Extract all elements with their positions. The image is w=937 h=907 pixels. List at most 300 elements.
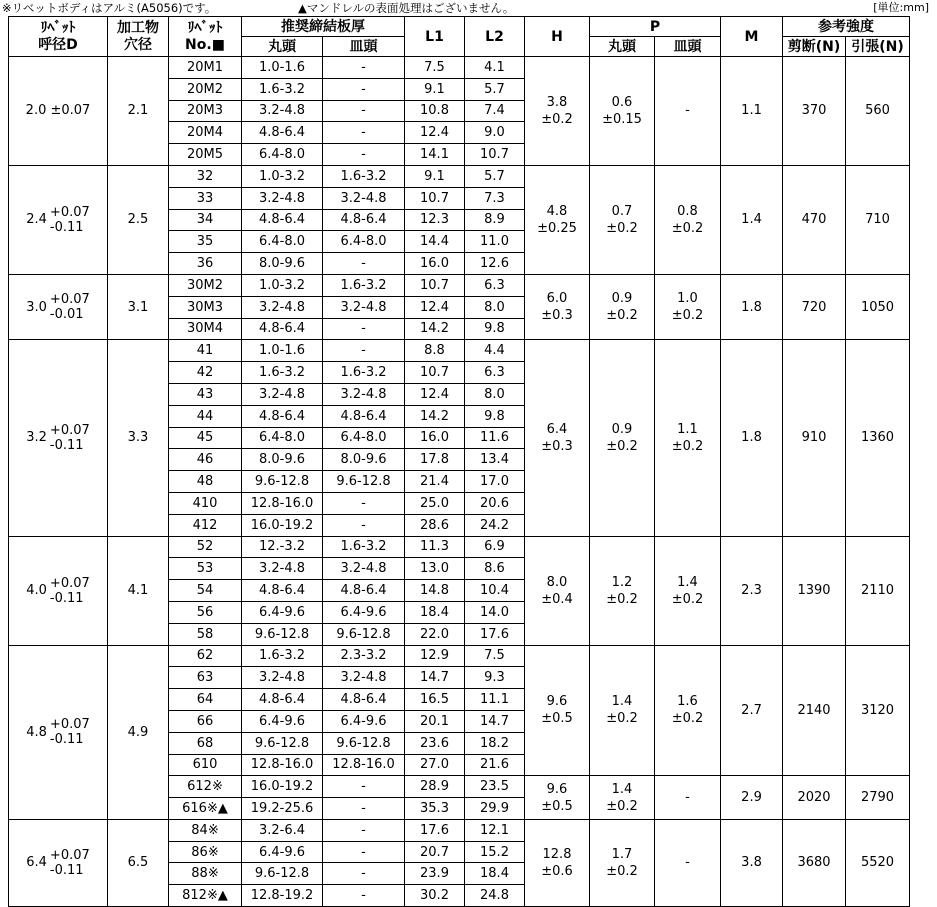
l1-cell: 10.8 [405, 100, 465, 122]
table-row [9, 274, 910, 296]
l2-cell: 9.8 [465, 318, 525, 340]
h-cell-tolerance: ±0.6 [541, 863, 573, 879]
p-flat-cell [655, 165, 721, 274]
m-cell: 1.8 [721, 274, 783, 339]
p-flat-cell [655, 274, 721, 339]
l1-cell: 9.1 [405, 78, 465, 100]
grip-flat-cell: 6.4-8.0 [323, 231, 405, 253]
rivet-number-cell: 30M3 [169, 296, 242, 318]
l1-cell: 8.8 [405, 340, 465, 362]
rivet-diameter-tol-minus: -0.11 [49, 219, 84, 235]
l1-cell: 14.7 [405, 667, 465, 689]
rivet-number-cell: 20M4 [169, 122, 242, 144]
h-cell-tolerance: ±0.3 [541, 308, 573, 324]
rivet-number-cell: 54 [169, 580, 242, 602]
p-round-cell [590, 274, 655, 339]
header-p-round: 丸頭 [590, 37, 655, 57]
h-cell-value: 6.0 [546, 291, 568, 307]
l2-cell: 10.7 [465, 144, 525, 166]
l1-cell: 12.3 [405, 209, 465, 231]
rivet-number-cell: 68 [169, 732, 242, 754]
rivet-number-cell: 410 [169, 492, 242, 514]
l1-cell: 28.9 [405, 776, 465, 798]
grip-round-cell: 3.2-4.8 [242, 558, 323, 580]
l1-cell: 30.2 [405, 885, 465, 907]
grip-flat-cell: - [323, 78, 405, 100]
p-round-cell-tolerance: ±0.2 [606, 863, 638, 879]
grip-round-cell: 9.6-12.8 [242, 863, 323, 885]
grip-flat-cell: 1.6-3.2 [323, 274, 405, 296]
grip-round-cell: 4.8-6.4 [242, 580, 323, 602]
m-cell: 1.1 [721, 57, 783, 166]
grip-round-cell: 12.8-19.2 [242, 885, 323, 907]
l2-cell: 23.5 [465, 776, 525, 798]
grip-round-cell: 3.2-4.8 [242, 296, 323, 318]
p-round-cell-tolerance: ±0.2 [606, 711, 638, 727]
l1-cell: 10.7 [405, 362, 465, 384]
rivet-number-cell: 20M5 [169, 144, 242, 166]
p-round-cell-value: 1.4 [611, 781, 633, 797]
grip-flat-cell: 6.4-8.0 [323, 427, 405, 449]
note-body-material: ※リベットボディはアルミ(A5056)です。 [2, 1, 217, 15]
rivet-number-cell: 44 [169, 405, 242, 427]
grip-round-cell: 4.8-6.4 [242, 689, 323, 711]
l1-cell: 14.1 [405, 144, 465, 166]
header-shear: 剪断(N) [783, 37, 846, 57]
l1-cell: 23.9 [405, 863, 465, 885]
p-flat-cell [655, 340, 721, 536]
shear-strength-cell: 720 [783, 274, 846, 339]
l2-cell: 9.0 [465, 122, 525, 144]
rivet-number-cell: 53 [169, 558, 242, 580]
rivet-number-cell: 30M4 [169, 318, 242, 340]
grip-round-cell: 6.4-9.6 [242, 841, 323, 863]
rivet-diameter-cell [9, 536, 108, 645]
grip-flat-cell: 2.3-3.2 [323, 645, 405, 667]
grip-flat-cell: 9.6-12.8 [323, 471, 405, 493]
p-flat-cell-tolerance: ±0.2 [671, 711, 704, 727]
l1-cell: 14.2 [405, 318, 465, 340]
shear-strength-cell: 3680 [783, 819, 846, 906]
rivet-number-cell: 34 [169, 209, 242, 231]
l1-cell: 10.7 [405, 274, 465, 296]
rivet-number-cell: 412 [169, 514, 242, 536]
hole-diameter-cell: 3.1 [108, 274, 169, 339]
tensile-strength-cell: 2790 [846, 776, 910, 820]
rivet-diameter-cell [9, 819, 108, 906]
rivet-number-cell: 86※ [169, 841, 242, 863]
grip-round-cell: 1.0-3.2 [242, 274, 323, 296]
grip-flat-cell: - [323, 57, 405, 79]
p-flat-cell-tolerance: ±0.2 [671, 438, 704, 454]
unit-label: [単位:mm] [873, 1, 929, 14]
l1-cell: 12.9 [405, 645, 465, 667]
l2-cell: 6.9 [465, 536, 525, 558]
p-flat-cell-value: - [685, 103, 690, 119]
rivet-number-cell: 20M3 [169, 100, 242, 122]
p-round-cell-tolerance: ±0.2 [606, 798, 638, 814]
grip-round-cell: 1.6-3.2 [242, 645, 323, 667]
p-flat-cell [655, 645, 721, 776]
l2-cell: 11.0 [465, 231, 525, 253]
p-flat-cell-value: - [685, 790, 690, 806]
grip-round-cell: 9.6-12.8 [242, 471, 323, 493]
grip-round-cell: 4.8-6.4 [242, 318, 323, 340]
p-round-cell-value: 1.4 [611, 694, 633, 710]
p-flat-cell-value: 1.6 [677, 694, 698, 710]
p-round-cell [590, 340, 655, 536]
hole-diameter-cell: 6.5 [108, 819, 169, 906]
h-cell-tolerance: ±0.5 [541, 711, 573, 727]
table-body [9, 57, 910, 907]
grip-round-cell: 19.2-25.6 [242, 798, 323, 820]
grip-flat-cell: - [323, 863, 405, 885]
grip-round-cell: 6.4-8.0 [242, 144, 323, 166]
shear-strength-cell: 1390 [783, 536, 846, 645]
shear-strength-cell: 2020 [783, 776, 846, 820]
l2-cell: 21.6 [465, 754, 525, 776]
tensile-strength-cell: 2110 [846, 536, 910, 645]
l2-cell: 7.4 [465, 100, 525, 122]
rivet-number-cell: 616※▲ [169, 798, 242, 820]
table-row [9, 819, 910, 841]
h-cell-value: 9.6 [546, 694, 568, 710]
grip-flat-cell: - [323, 798, 405, 820]
l1-cell: 14.4 [405, 231, 465, 253]
header-p: P [590, 17, 721, 37]
l2-cell: 5.7 [465, 165, 525, 187]
l2-cell: 20.6 [465, 492, 525, 514]
h-cell-value: 6.4 [546, 421, 568, 437]
grip-round-cell: 1.0-1.6 [242, 340, 323, 362]
l2-cell: 14.7 [465, 710, 525, 732]
grip-flat-cell: 9.6-12.8 [323, 623, 405, 645]
rivet-number-cell: 42 [169, 362, 242, 384]
rivet-number-cell: 48 [169, 471, 242, 493]
h-cell-value: 8.0 [546, 574, 568, 590]
p-flat-cell-value: 1.1 [677, 421, 698, 437]
grip-round-cell: 6.4-9.6 [242, 601, 323, 623]
rivet-number-cell: 84※ [169, 819, 242, 841]
grip-flat-cell: 9.6-12.8 [323, 732, 405, 754]
grip-round-cell: 4.8-6.4 [242, 122, 323, 144]
l1-cell: 23.6 [405, 732, 465, 754]
p-flat-cell-value: 0.8 [677, 203, 698, 219]
rivet-spec-table [8, 16, 910, 907]
header-h: H [525, 17, 590, 57]
p-round-cell-value: 0.6 [611, 94, 633, 110]
header-reference-strength: 参考強度 [783, 17, 910, 37]
p-flat-cell-value: - [685, 855, 690, 871]
rivet-number-cell: 35 [169, 231, 242, 253]
l2-cell: 17.6 [465, 623, 525, 645]
h-cell [525, 57, 590, 166]
grip-flat-cell: 12.8-16.0 [323, 754, 405, 776]
p-round-cell [590, 645, 655, 776]
rivet-number-cell: 88※ [169, 863, 242, 885]
rivet-number-cell: 64 [169, 689, 242, 711]
h-cell-tolerance: ±0.2 [541, 111, 573, 127]
p-round-cell-tolerance: ±0.15 [602, 111, 642, 127]
h-cell-value: 12.8 [542, 846, 572, 862]
p-round-cell-value: 1.2 [611, 574, 633, 590]
table-row [9, 536, 910, 558]
grip-round-cell: 4.8-6.4 [242, 209, 323, 231]
l2-cell: 12.1 [465, 819, 525, 841]
p-round-cell-tolerance: ±0.2 [606, 220, 638, 236]
h-cell [525, 536, 590, 645]
rivet-number-cell: 45 [169, 427, 242, 449]
hole-diameter-cell: 2.1 [108, 57, 169, 166]
hole-diameter-cell: 4.9 [108, 645, 169, 819]
p-round-cell [590, 165, 655, 274]
grip-flat-cell: - [323, 492, 405, 514]
l2-cell: 15.2 [465, 841, 525, 863]
l2-cell: 29.9 [465, 798, 525, 820]
grip-round-cell: 6.4-8.0 [242, 427, 323, 449]
rivet-number-cell: 43 [169, 383, 242, 405]
p-round-cell-value: 0.9 [611, 421, 633, 437]
grip-flat-cell: 4.8-6.4 [323, 689, 405, 711]
grip-flat-cell: - [323, 841, 405, 863]
m-cell: 2.7 [721, 645, 783, 776]
grip-flat-cell: 3.2-4.8 [323, 383, 405, 405]
p-round-cell-tolerance: ±0.2 [606, 438, 638, 454]
l2-cell: 24.8 [465, 885, 525, 907]
grip-flat-cell: - [323, 144, 405, 166]
hole-diameter-cell: 4.1 [108, 536, 169, 645]
grip-round-cell: 9.6-12.8 [242, 732, 323, 754]
table-header [9, 17, 910, 57]
l1-cell: 10.7 [405, 187, 465, 209]
p-round-cell-value: 0.7 [611, 203, 633, 219]
l1-cell: 16.0 [405, 427, 465, 449]
l1-cell: 20.7 [405, 841, 465, 863]
l1-cell: 20.1 [405, 710, 465, 732]
rivet-diameter-value: 6.4 [26, 855, 47, 871]
tensile-strength-cell: 1050 [846, 274, 910, 339]
grip-round-cell: 6.4-8.0 [242, 231, 323, 253]
grip-flat-cell: 3.2-4.8 [323, 558, 405, 580]
grip-flat-cell: - [323, 100, 405, 122]
l2-cell: 18.2 [465, 732, 525, 754]
rivet-number-cell: 610 [169, 754, 242, 776]
l2-cell: 4.4 [465, 340, 525, 362]
l1-cell: 16.5 [405, 689, 465, 711]
l1-cell: 11.3 [405, 536, 465, 558]
l1-cell: 14.2 [405, 405, 465, 427]
grip-flat-cell: - [323, 340, 405, 362]
l2-cell: 9.3 [465, 667, 525, 689]
l2-cell: 9.8 [465, 405, 525, 427]
l1-cell: 12.4 [405, 296, 465, 318]
tensile-strength-cell: 1360 [846, 340, 910, 536]
l1-cell: 9.1 [405, 165, 465, 187]
grip-flat-cell: 4.8-6.4 [323, 405, 405, 427]
p-round-cell [590, 57, 655, 166]
rivet-diameter-tol-plus: +0.07 [49, 717, 90, 733]
grip-flat-cell: 1.6-3.2 [323, 536, 405, 558]
note-mandrel-finish: ▲マンドレルの表面処理はございません。 [298, 1, 515, 15]
grip-flat-cell: - [323, 819, 405, 841]
l2-cell: 18.4 [465, 863, 525, 885]
table-row [9, 340, 910, 362]
table-row [9, 57, 910, 79]
rivet-diameter-tol-plus: +0.07 [49, 292, 90, 308]
h-cell-tolerance: ±0.25 [537, 220, 577, 236]
rivet-diameter-tol-plus: +0.07 [49, 422, 90, 438]
header-p-flat: 皿頭 [655, 37, 721, 57]
grip-flat-cell: 6.4-9.6 [323, 601, 405, 623]
rivet-diameter-tol-plus: +0.07 [49, 204, 90, 220]
grip-flat-cell: - [323, 514, 405, 536]
p-flat-cell-tolerance: ±0.2 [671, 591, 704, 607]
l1-cell: 17.8 [405, 449, 465, 471]
rivet-number-cell: 46 [169, 449, 242, 471]
h-cell [525, 165, 590, 274]
grip-round-cell: 6.4-9.6 [242, 710, 323, 732]
rivet-number-cell: 30M2 [169, 274, 242, 296]
grip-round-cell: 12.8-16.0 [242, 754, 323, 776]
l1-cell: 28.6 [405, 514, 465, 536]
l1-cell: 16.0 [405, 253, 465, 275]
l2-cell: 8.9 [465, 209, 525, 231]
header-l1: L1 [405, 17, 465, 57]
m-cell: 2.9 [721, 776, 783, 820]
rivet-diameter-value: 4.0 [26, 583, 47, 599]
h-cell [525, 645, 590, 776]
grip-round-cell: 1.0-1.6 [242, 57, 323, 79]
grip-round-cell: 1.6-3.2 [242, 362, 323, 384]
grip-flat-cell: 3.2-4.8 [323, 296, 405, 318]
l2-cell: 12.6 [465, 253, 525, 275]
l1-cell: 21.4 [405, 471, 465, 493]
rivet-number-cell: 52 [169, 536, 242, 558]
grip-flat-cell: 1.6-3.2 [323, 362, 405, 384]
rivet-number-cell: 62 [169, 645, 242, 667]
h-cell [525, 340, 590, 536]
rivet-diameter-cell [9, 645, 108, 819]
m-cell: 2.3 [721, 536, 783, 645]
m-cell: 3.8 [721, 819, 783, 906]
l1-cell: 13.0 [405, 558, 465, 580]
grip-round-cell: 1.6-3.2 [242, 78, 323, 100]
rivet-number-cell: 812※▲ [169, 885, 242, 907]
grip-flat-cell: 3.2-4.8 [323, 187, 405, 209]
shear-strength-cell: 910 [783, 340, 846, 536]
h-cell-value: 9.6 [546, 781, 568, 797]
h-cell [525, 274, 590, 339]
l2-cell: 14.0 [465, 601, 525, 623]
shear-strength-cell: 370 [783, 57, 846, 166]
shear-strength-cell: 2140 [783, 645, 846, 776]
rivet-diameter-tol-minus: -0.01 [49, 307, 84, 323]
tensile-strength-cell: 5520 [846, 819, 910, 906]
l1-cell: 12.4 [405, 122, 465, 144]
h-cell-tolerance: ±0.5 [541, 798, 573, 814]
header-l2: L2 [465, 17, 525, 57]
header-rivet-number: ﾘﾍﾞｯﾄ No.■ [169, 17, 242, 57]
l2-cell: 8.0 [465, 383, 525, 405]
rivet-number-cell: 58 [169, 623, 242, 645]
h-cell-tolerance: ±0.4 [541, 591, 573, 607]
grip-round-cell: 8.0-9.6 [242, 449, 323, 471]
l2-cell: 24.2 [465, 514, 525, 536]
rivet-diameter-tol-minus: -0.11 [49, 862, 84, 878]
table-row [9, 645, 910, 667]
p-round-cell [590, 536, 655, 645]
grip-flat-cell: 8.0-9.6 [323, 449, 405, 471]
header-rivet-diameter: ﾘﾍﾞｯﾄ 呼径D [9, 17, 108, 57]
grip-round-cell: 16.0-19.2 [242, 514, 323, 536]
tensile-strength-cell: 710 [846, 165, 910, 274]
grip-flat-cell: - [323, 885, 405, 907]
l1-cell: 25.0 [405, 492, 465, 514]
rivet-diameter-value: 4.8 [26, 724, 47, 740]
l1-cell: 17.6 [405, 819, 465, 841]
grip-round-cell: 3.2-4.8 [242, 187, 323, 209]
l2-cell: 7.3 [465, 187, 525, 209]
p-round-cell-tolerance: ±0.2 [606, 591, 638, 607]
p-flat-cell-tolerance: ±0.2 [671, 220, 704, 236]
grip-round-cell: 3.2-6.4 [242, 819, 323, 841]
rivet-diameter-value: 2.0 ±0.07 [25, 103, 91, 119]
grip-round-cell: 1.0-3.2 [242, 165, 323, 187]
h-cell-value: 3.8 [546, 94, 568, 110]
rivet-diameter-cell [9, 340, 108, 536]
rivet-diameter-tol-minus: -0.11 [49, 437, 84, 453]
h-cell [525, 776, 590, 820]
rivet-number-cell: 33 [169, 187, 242, 209]
header-hole-diameter: 加工物 穴径 [108, 17, 169, 57]
rivet-number-cell: 63 [169, 667, 242, 689]
rivet-number-cell: 56 [169, 601, 242, 623]
l2-cell: 7.5 [465, 645, 525, 667]
rivet-diameter-cell [9, 274, 108, 339]
rivet-number-cell: 20M2 [169, 78, 242, 100]
notes-bar [0, 0, 937, 16]
l1-cell: 18.4 [405, 601, 465, 623]
grip-flat-cell: 1.6-3.2 [323, 165, 405, 187]
shear-strength-cell: 470 [783, 165, 846, 274]
rivet-number-cell: 36 [169, 253, 242, 275]
p-round-cell [590, 776, 655, 820]
grip-flat-cell: 4.8-6.4 [323, 209, 405, 231]
p-flat-cell [655, 776, 721, 820]
header-tensile: 引張(N) [846, 37, 910, 57]
l2-cell: 11.6 [465, 427, 525, 449]
rivet-number-cell: 20M1 [169, 57, 242, 79]
p-flat-cell [655, 536, 721, 645]
rivet-number-cell: 66 [169, 710, 242, 732]
grip-flat-cell: 3.2-4.8 [323, 667, 405, 689]
rivet-number-cell: 41 [169, 340, 242, 362]
rivet-diameter-tol-minus: -0.11 [49, 590, 84, 606]
header-grip-range: 推奨締結板厚 [242, 17, 405, 37]
p-flat-cell-value: 1.0 [677, 291, 698, 307]
l2-cell: 4.1 [465, 57, 525, 79]
m-cell: 1.8 [721, 340, 783, 536]
rivet-diameter-value: 2.4 [26, 212, 47, 228]
hole-diameter-cell: 3.3 [108, 340, 169, 536]
grip-round-cell: 3.2-4.8 [242, 383, 323, 405]
p-flat-cell-tolerance: ±0.2 [671, 308, 704, 324]
grip-flat-cell: - [323, 776, 405, 798]
rivet-number-cell: 32 [169, 165, 242, 187]
grip-round-cell: 3.2-4.8 [242, 667, 323, 689]
grip-flat-cell: - [323, 253, 405, 275]
l2-cell: 10.4 [465, 580, 525, 602]
